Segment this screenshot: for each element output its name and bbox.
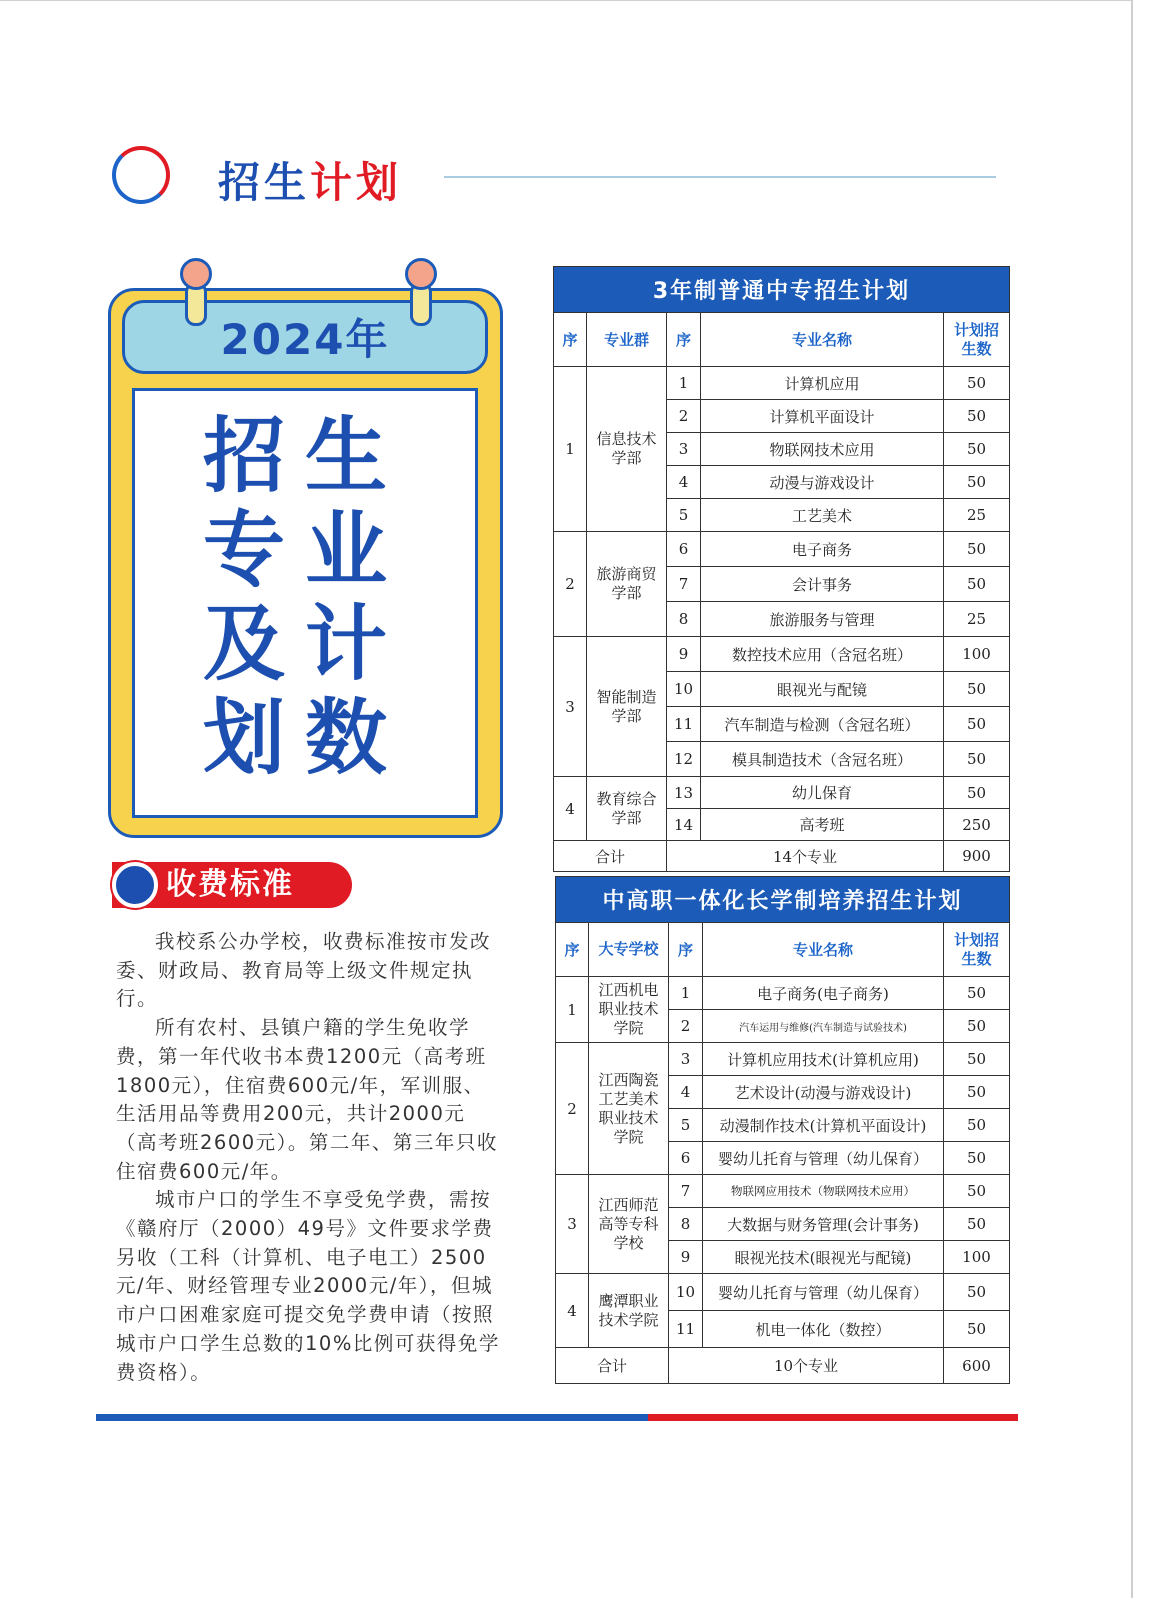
calendar-line: 专业 [202,503,407,598]
plan-count: 50 [944,532,1010,567]
row-no: 5 [667,499,701,532]
group-name: 信息技术学部 [587,367,667,532]
plan-count: 50 [944,1274,1010,1311]
row-no: 4 [669,1076,703,1109]
total-majors: 14个专业 [667,841,944,872]
row-no: 7 [667,567,701,602]
major-name: 工艺美术 [701,499,944,532]
fee-bullet-icon [112,862,158,908]
calendar-ring-left-head [180,258,212,290]
row-no: 9 [667,637,701,672]
plan-count: 50 [944,567,1010,602]
group-no: 2 [556,1043,589,1175]
plan-count: 50 [944,777,1010,809]
plan-count: 50 [944,400,1010,433]
row-no: 8 [669,1208,703,1241]
plan-count: 50 [944,1208,1010,1241]
major-name: 动漫与游戏设计 [701,466,944,499]
major-name: 婴幼儿托育与管理（幼儿保育） [703,1142,944,1175]
major-name: 模具制造技术（含冠名班） [701,742,944,777]
calendar-year: 2024年 [220,315,390,364]
major-name: 动漫制作技术(计算机平面设计) [703,1109,944,1142]
row-no: 3 [669,1043,703,1076]
row-no: 13 [667,777,701,809]
group-no: 1 [556,977,589,1043]
header-circle-icon [112,146,170,204]
calendar-line: 划数 [202,691,407,786]
footer-bar-blue [96,1414,648,1421]
group-no: 3 [554,637,587,777]
calendar-line: 及计 [202,597,407,692]
total-count: 900 [944,841,1010,872]
calendar-line: 招生 [202,409,407,504]
vocational-plan-table [555,876,1010,1384]
plan-count: 25 [944,499,1010,532]
major-name: 电子商务(电子商务) [703,977,944,1010]
plan-count: 50 [944,1175,1010,1208]
plan-count: 250 [944,809,1010,841]
major-name: 数控技术应用（含冠名班） [701,637,944,672]
total-label: 合计 [556,1348,669,1384]
group-name: 江西陶瓷工艺美术职业技术学院 [589,1043,669,1175]
major-name: 婴幼儿托育与管理（幼儿保育） [703,1274,944,1311]
page-title-part1: 招生 [218,158,311,207]
plan-count: 100 [944,1241,1010,1274]
major-name: 眼视光技术(眼视光与配镜) [703,1241,944,1274]
table-caption: 3年制普通中专招生计划 [554,267,1010,313]
major-name: 会计事务 [701,567,944,602]
group-name: 教育综合学部 [587,777,667,841]
total-label: 合计 [554,841,667,872]
row-no: 7 [669,1175,703,1208]
plan-count: 50 [944,1142,1010,1175]
col-header: 计划招生数 [944,313,1010,367]
row-no: 11 [669,1311,703,1348]
plan-count: 50 [944,466,1010,499]
header-divider [444,176,996,178]
plan-count: 25 [944,602,1010,637]
plan-count: 50 [944,433,1010,466]
plan-count: 50 [944,1076,1010,1109]
major-name: 眼视光与配镜 [701,672,944,707]
col-header: 序 [556,923,589,977]
plan-count: 50 [944,1043,1010,1076]
plan-count: 50 [944,1109,1010,1142]
page-title [218,150,402,210]
row-no: 11 [667,707,701,742]
row-no: 14 [667,809,701,841]
calendar-text [150,410,460,786]
col-header: 专业名称 [701,313,944,367]
total-majors: 10个专业 [669,1348,944,1384]
row-no: 2 [669,1010,703,1043]
row-no: 10 [669,1274,703,1311]
major-name: 机电一体化（数控） [703,1311,944,1348]
col-header: 专业名称 [703,923,944,977]
col-header: 大专学校 [589,923,669,977]
footer-bar-red [648,1414,1018,1421]
fee-title: 收费标准 [166,867,294,902]
col-header: 序 [669,923,703,977]
major-name: 物联网技术应用 [701,433,944,466]
group-no: 3 [556,1175,589,1274]
row-no: 3 [667,433,701,466]
major-name: 艺术设计(动漫与游戏设计) [703,1076,944,1109]
row-no: 1 [669,977,703,1010]
major-name: 汽车制造与检测（含冠名班） [701,707,944,742]
row-no: 1 [667,367,701,400]
group-no: 4 [556,1274,589,1348]
secondary-plan-table [553,266,1010,872]
major-name: 汽车运用与维修(汽车制造与试验技术) [703,1010,944,1043]
major-name: 大数据与财务管理(会计事务) [703,1208,944,1241]
plan-count: 50 [944,672,1010,707]
plan-count: 50 [944,1010,1010,1043]
major-name: 高考班 [701,809,944,841]
col-header: 序 [667,313,701,367]
plan-count: 50 [944,742,1010,777]
fee-body [116,928,500,1387]
group-no: 2 [554,532,587,637]
major-name: 计算机应用 [701,367,944,400]
row-no: 6 [669,1142,703,1175]
row-no: 10 [667,672,701,707]
group-name: 江西机电职业技术学院 [589,977,669,1043]
row-no: 12 [667,742,701,777]
row-no: 9 [669,1241,703,1274]
group-name: 鹰潭职业技术学院 [589,1274,669,1348]
major-name: 旅游服务与管理 [701,602,944,637]
major-name: 电子商务 [701,532,944,567]
plan-count: 50 [944,1311,1010,1348]
calendar-header [122,300,488,374]
page-title-part2: 计划 [310,158,403,207]
plan-count: 50 [944,707,1010,742]
major-name: 计算机平面设计 [701,400,944,433]
calendar-ring-right-head [405,258,437,290]
group-no: 4 [554,777,587,841]
plan-count: 100 [944,637,1010,672]
row-no: 2 [667,400,701,433]
fee-paragraph: 城市户口的学生不享受免学费，需按《赣府厅（2000）49号》文件要求学费另收（工科（计算机、电子电工）2500元/年、财经管理专业2000元/年），但城市户口困难家庭可提交免学费申请（按照城市户口学生总数的10%比例可获得免学费资格）。 [116,1188,500,1384]
major-name: 物联网应用技术（物联网技术应用） [703,1175,944,1208]
col-header: 序 [554,313,587,367]
plan-count: 50 [944,977,1010,1010]
plan-count: 50 [944,367,1010,400]
major-name: 计算机应用技术(计算机应用) [703,1043,944,1076]
row-no: 6 [667,532,701,567]
fee-paragraph: 我校系公办学校，收费标准按市发改委、财政局、教育局等上级文件规定执行。 [116,930,492,1011]
row-no: 8 [667,602,701,637]
row-no: 4 [667,466,701,499]
total-count: 600 [944,1348,1010,1384]
group-name: 江西师范高等专科学校 [589,1175,669,1274]
col-header: 专业群 [587,313,667,367]
row-no: 5 [669,1109,703,1142]
fee-paragraph: 所有农村、县镇户籍的学生免收学费，第一年代收书本费1200元（高考班1800元），住宿费600元/年，军训服、生活用品等费用200元，共计2000元（高考班2600元）。第二年、第三年只收住宿费600元/年。 [116,1016,498,1183]
table-caption: 中高职一体化长学制培养招生计划 [556,877,1010,923]
group-name: 智能制造学部 [587,637,667,777]
group-name: 旅游商贸学部 [587,532,667,637]
major-name: 幼儿保育 [701,777,944,809]
group-no: 1 [554,367,587,532]
col-header: 计划招生数 [944,923,1010,977]
